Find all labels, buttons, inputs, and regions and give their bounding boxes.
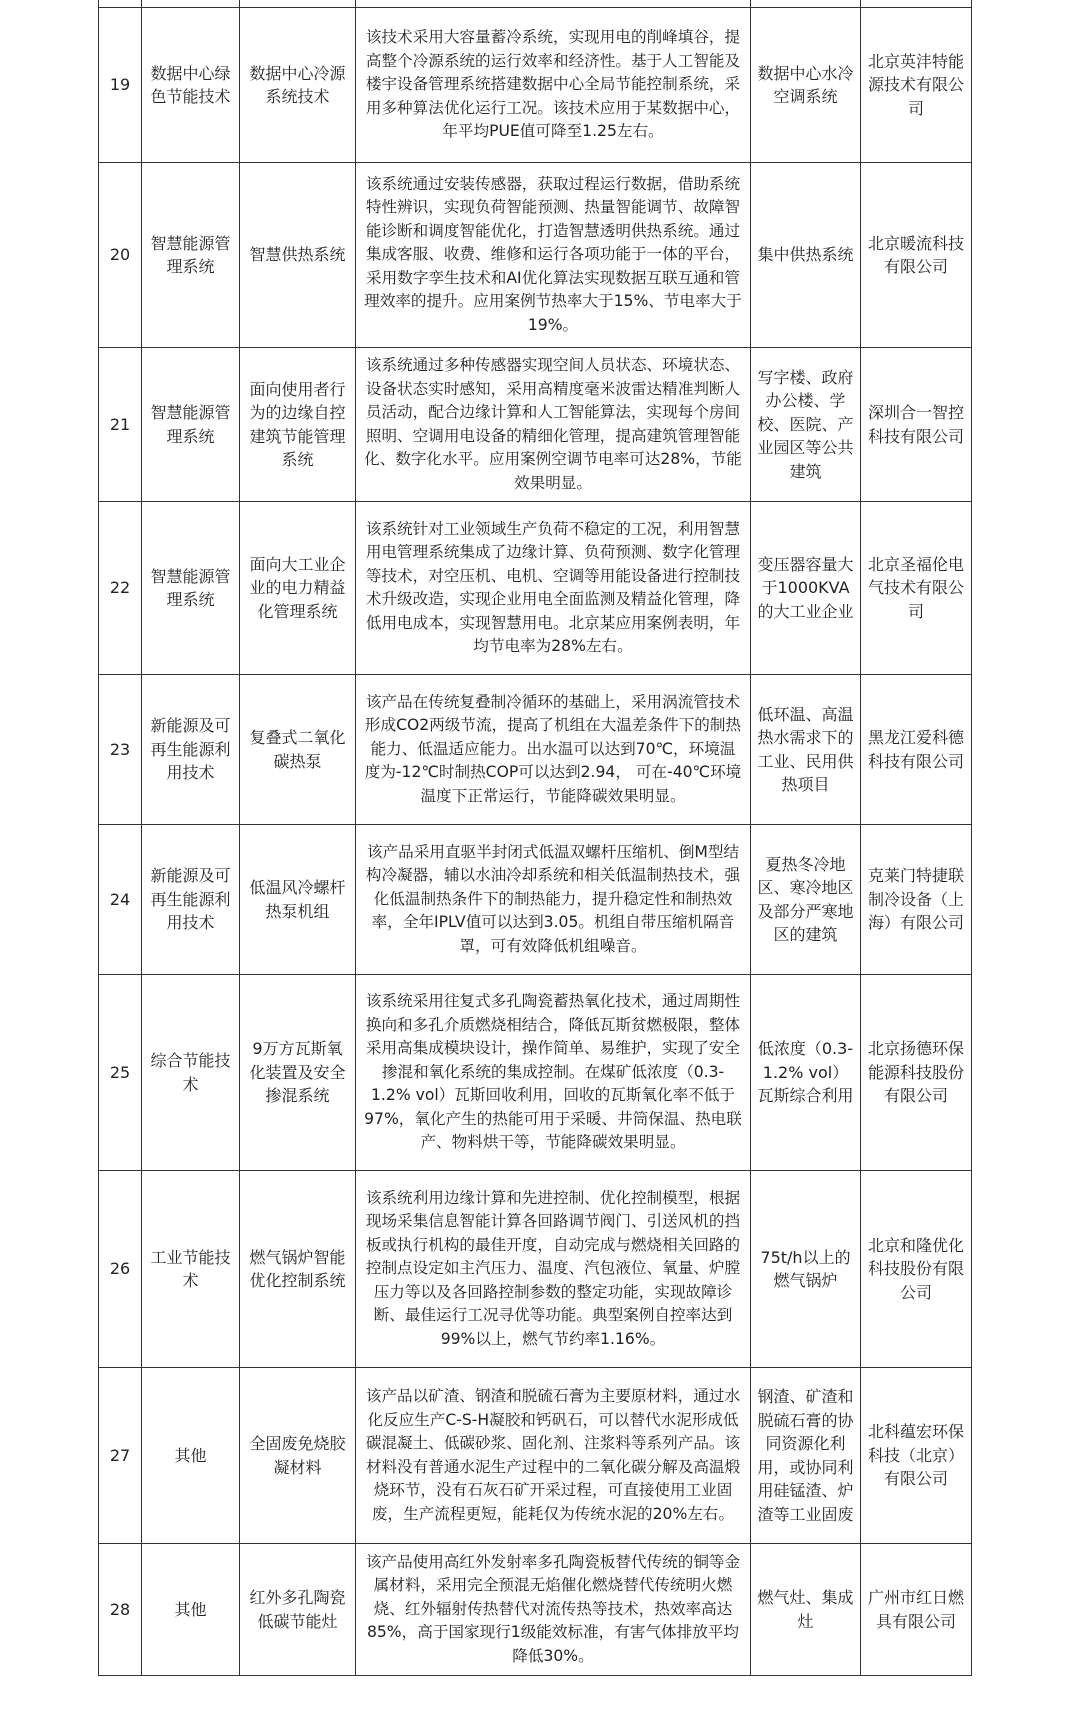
tech-description: 该系统通过多种传感器实现空间人员状态、环境状态、设备状态实时感知，采用高精度毫米波雷达精准判断人员活动，配合边缘计算和人工智能算法，实现每个房间照明、空调用电设备的精细化管理，提高建筑管理智能化、数字化水平。应用案例空调节电率可达28%，节能效果明显。 — [356, 348, 751, 502]
tech-description: 该系统采用往复式多孔陶瓷蓄热氧化技术，通过周期性换向和多孔介质燃烧相结合，降低瓦斯贫燃极限，整体采用高集成模块设计，操作简单、易维护，实现了安全掺混和氧化系统的集成控制。在煤矿低浓度（0.3-1.2% vol）瓦斯回收利用，回收的瓦斯氧化率不低于97%，氧化产生的热能可用于采暖、井筒保温、热电联产、物料烘干等，节能降碳效果明显。 — [356, 975, 751, 1171]
tech-name: 数据中心冷源系统技术 — [240, 8, 356, 163]
row-number: 26 — [99, 1171, 142, 1368]
table-row — [99, 1171, 972, 1368]
tech-description: 该系统针对工业领域生产负荷不稳定的工况，利用智慧用电管理系统集成了边缘计算、负荷预测、数字化管理等技术，对空压机、电机、空调等用能设备进行控制技术升级改造，实现企业用电全面监测及精益化管理，降低用电成本，实现智慧用电。北京某应用案例表明，年均节电率为28%左右。 — [356, 502, 751, 675]
table-row — [99, 8, 972, 163]
technology-catalog-table — [98, 0, 972, 1676]
tech-name: 红外多孔陶瓷低碳节能灶 — [240, 1544, 356, 1676]
table-row — [99, 348, 972, 502]
tech-name: 面向大工业企业的电力精益化管理系统 — [240, 502, 356, 675]
tech-name: 复叠式二氧化碳热泵 — [240, 675, 356, 825]
tech-name: 低温风冷螺杆热泵机组 — [240, 825, 356, 975]
row-number: 20 — [99, 163, 142, 348]
tech-description: 该产品使用高红外发射率多孔陶瓷板替代传统的铜等金属材料，采用完全预混无焰催化燃烧替代传统明火燃烧、红外辐射传热替代对流传热等技术，热效率高达85%，高于国家现行1级能效标准，有害气体排放平均降低30%。 — [356, 1544, 751, 1676]
application-scope: 低浓度（0.3-1.2% vol）瓦斯综合利用 — [751, 975, 861, 1171]
organization: 广州市红日燃具有限公司 — [861, 1544, 972, 1676]
row-number: 22 — [99, 502, 142, 675]
row-number: 25 — [99, 975, 142, 1171]
row-number: 19 — [99, 8, 142, 163]
organization: 北京英沣特能源技术有限公司 — [861, 8, 972, 163]
application-scope: 集中供热系统 — [751, 163, 861, 348]
tech-description: 该产品以矿渣、钢渣和脱硫石膏为主要原材料，通过水化反应生产C-S-H凝胶和钙矾石，可以替代水泥形成低碳混凝土、低碳砂浆、固化剂、注浆料等系列产品。该材料没有普通水泥生产过程中的二氧化碳分解及高温煅烧环节，没有石灰石矿开采过程，可直接使用工业固废，生产流程更短，能耗仅为传统水泥的20%左右。 — [356, 1368, 751, 1544]
organization: 克莱门特捷联制冷设备（上海）有限公司 — [861, 825, 972, 975]
organization: 北京暖流科技有限公司 — [861, 163, 972, 348]
table-row — [99, 163, 972, 348]
application-scope: 夏热冬冷地区、寒冷地区及部分严寒地区的建筑 — [751, 825, 861, 975]
tech-description: 该产品在传统复叠制冷循环的基础上，采用涡流管技术形成CO2两级节流，提高了机组在大温差条件下的制热能力、低温适应能力。出水温可以达到70℃，环境温度为-12℃时制热COP可以达到2.94， 可在-40℃环境温度下正常运行，节能降碳效果明显。 — [356, 675, 751, 825]
table-row — [99, 0, 972, 8]
row-number: 23 — [99, 675, 142, 825]
tech-description: 该系统通过安装传感器，获取过程运行数据，借助系统特性辨识，实现负荷智能预测、热量智能调节、故障智能诊断和调度智能优化，打造智慧透明供热系统。通过集成客服、收费、维修和运行各项功能于一体的平台，采用数字孪生技术和AI优化算法实现数据互联互通和管理效率的提升。应用案例节热率大于15%、节电率大于19%。 — [356, 163, 751, 348]
row-number: 27 — [99, 1368, 142, 1544]
tech-name: 智慧供热系统 — [240, 163, 356, 348]
tech-category: 智慧能源管理系统 — [142, 163, 240, 348]
organization: 北京扬德环保能源科技股份有限公司 — [861, 975, 972, 1171]
tech-name: 全固废免烧胶凝材料 — [240, 1368, 356, 1544]
table-row — [99, 825, 972, 975]
tech-description: 该系统利用边缘计算和先进控制、优化控制模型，根据现场采集信息智能计算各回路调节阀门、引送风机的挡板或执行机构的最佳开度，自动完成与燃烧相关回路的控制点设定如主汽压力、温度、汽包液位、氧量、炉膛压力等以及各回路控制参数的整定功能，实现故障诊断、最佳运行工况寻优等功能。典型案例自控率达到99%以上，燃气节约率1.16%。 — [356, 1171, 751, 1368]
tech-category: 其他 — [142, 1544, 240, 1676]
table-row — [99, 975, 972, 1171]
organization: 北科蕴宏环保科技（北京）有限公司 — [861, 1368, 972, 1544]
application-scope: 数据中心水冷空调系统 — [751, 8, 861, 163]
tech-category: 综合节能技术 — [142, 975, 240, 1171]
tech-name: 面向使用者行为的边缘自控建筑节能管理系统 — [240, 348, 356, 502]
application-scope: 变压器容量大于1000KVA的大工业企业 — [751, 502, 861, 675]
table-row — [99, 1368, 972, 1544]
application-scope: 钢渣、矿渣和脱硫石膏的协同资源化利用，或协同利用硅锰渣、炉渣等工业固废 — [751, 1368, 861, 1544]
tech-name: 9万方瓦斯氧化装置及安全掺混系统 — [240, 975, 356, 1171]
organization: 深圳合一智控科技有限公司 — [861, 348, 972, 502]
row-number: 21 — [99, 348, 142, 502]
tech-category: 智慧能源管理系统 — [142, 502, 240, 675]
application-scope: 燃气灶、集成灶 — [751, 1544, 861, 1676]
organization: 北京圣福伦电气技术有限公司 — [861, 502, 972, 675]
table-row — [99, 502, 972, 675]
tech-category: 新能源及可再生能源利用技术 — [142, 825, 240, 975]
tech-category: 智慧能源管理系统 — [142, 348, 240, 502]
organization: 黑龙江爱科德科技有限公司 — [861, 675, 972, 825]
tech-description: 该技术采用大容量蓄冷系统，实现用电的削峰填谷，提高整个冷源系统的运行效率和经济性。基于人工智能及楼宇设备管理系统搭建数据中心全局节能控制系统，采用多种算法优化运行工况。该技术应用于某数据中心，年平均PUE值可降至1.25左右。 — [356, 8, 751, 163]
tech-category: 其他 — [142, 1368, 240, 1544]
row-number: 24 — [99, 825, 142, 975]
tech-category: 工业节能技术 — [142, 1171, 240, 1368]
table-row — [99, 675, 972, 825]
application-scope: 低环温、高温热水需求下的工业、民用供热项目 — [751, 675, 861, 825]
tech-category: 新能源及可再生能源利用技术 — [142, 675, 240, 825]
tech-name: 燃气锅炉智能优化控制系统 — [240, 1171, 356, 1368]
tech-category: 数据中心绿色节能技术 — [142, 8, 240, 163]
row-number: 28 — [99, 1544, 142, 1676]
organization: 北京和隆优化科技股份有限公司 — [861, 1171, 972, 1368]
application-scope: 75t/h以上的燃气锅炉 — [751, 1171, 861, 1368]
table-row — [99, 1544, 972, 1676]
application-scope: 写字楼、政府办公楼、学校、医院、产业园区等公共建筑 — [751, 348, 861, 502]
tech-description: 该产品采用直驱半封闭式低温双螺杆压缩机、倒M型结构冷凝器，辅以水油冷却系统和相关低温制热技术，强化低温制热条件下的制热能力，提升稳定性和制热效率，全年IPLV值可以达到3.05。机组自带压缩机隔音罩，可有效降低机组噪音。 — [356, 825, 751, 975]
